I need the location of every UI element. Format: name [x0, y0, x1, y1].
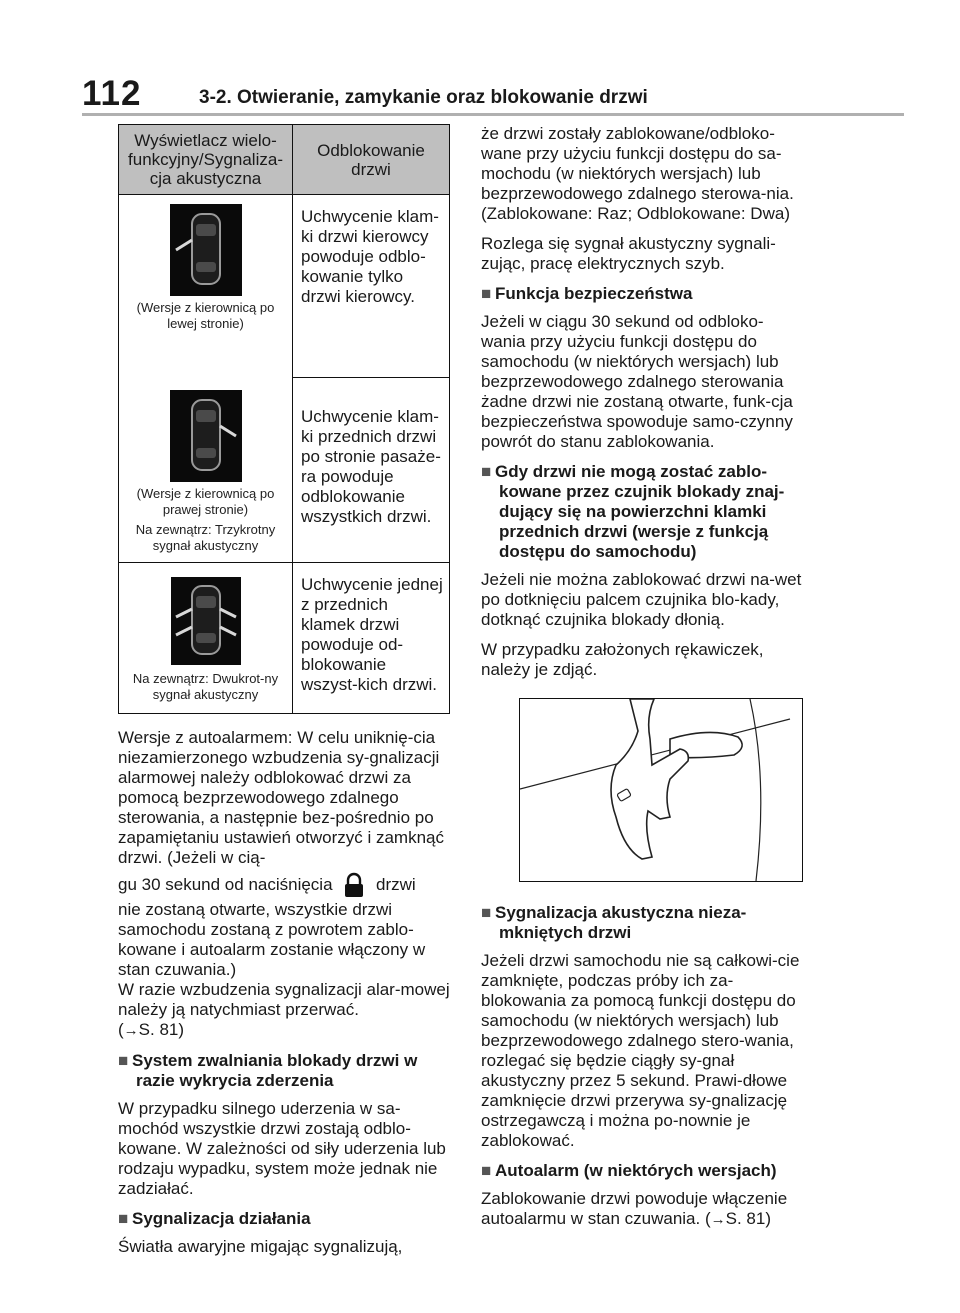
row2-unlock-text: Uchwycenie klam-ki przednich drzwi po stronie pasaże-ra powoduje odblokowanie wszystkich drzwi. [293, 378, 450, 563]
alarm-text: Zablokowanie drzwi powoduje włączenie autoalarmu w stan czuwania. (→S. 81) [481, 1189, 788, 1228]
caption-left-hand-drive: (Wersje z kierownicą po lewej stronie) [136, 300, 275, 331]
arrow-icon: → [710, 1211, 726, 1228]
gloves-text: W przypadku założonych rękawiczek, należy je zdjąć. [481, 640, 764, 679]
section-title: 3-2. Otwieranie, zamykanie oraz blokowanie drzwi [199, 87, 648, 108]
caption-double-beep: Na zewnątrz: Dwukrot-ny sygnał akustyczny [132, 670, 279, 702]
square-bullet-icon: ■ [481, 284, 492, 303]
table-row [119, 562, 450, 713]
alarm-text-b: gu 30 sekund od naciśnięcia [118, 874, 333, 894]
ref-paren: ( [704, 1209, 711, 1228]
unlock-settings-table [118, 124, 450, 714]
car-top-view-icon [170, 390, 242, 482]
left-column [118, 124, 450, 1267]
heading-lock-sensor: ■ Gdy drzwi nie mogą zostać zablo-kowane przez czujnik blokady znaj-dujący się na powierzchni klamki przednich drzwi (wersje z funkcją dostępu do samochodu) [481, 462, 785, 561]
row3-unlock-text: Uchwycenie jednej z przednich klamek drzwi powoduje od-blokowanie wszyst-kich drzwi. [293, 562, 450, 713]
table-header-unlock: Odblokowanie drzwi [293, 125, 450, 195]
row1-unlock-text: Uchwycenie klam-ki drzwi kierowcy powoduje odblo-kowanie tylko drzwi kierowcy. [293, 195, 450, 378]
table-row [119, 378, 450, 563]
caption-triple-beep: Na zewnątrz: Trzykrotny sygnał akustyczny [135, 521, 276, 553]
lock-icon [343, 872, 365, 898]
arrow-icon: → [123, 1021, 139, 1039]
door-ajar-text: Jeżeli drzwi samochodu nie są całkowi-cie zamknięte, podczas próby ich za-blokowania za pomocą funkcji dostępu do samochodu (w niektórych wersjach) lub bezprzewodowego zdalnego stero-wania, rozlegać się będzie ciągły sy-gnał akustyczny przez 5 sekund. Prawi-dłowe zamknięcie drzwi przerywa sy-gnalizację ostrzegawczą i można po-nownie je zablokować. [481, 951, 800, 1150]
ref-page: S. 81) [138, 1019, 185, 1039]
alarm-paragraph-a: Wersje z autoalarmem: W celu uniknię-cia niezamierzonego wzbudzenia sy-gnalizacji alarmowej należy odblokować drzwi za pomocą bezprzewodowego zdalnego sterowania, a następnie bez-pośrednio po zapamiętaniu ustawień otworzyć i zamknąć drzwi. (Jeżeli w cią- [118, 727, 444, 867]
table-row [119, 195, 450, 378]
lock-sensor-text: Jeżeli nie można zablokować drzwi na-wet po dotknięciu palcem czujnika blo-kady, dotknąć czujnika blokady dłonią. [481, 570, 802, 629]
header-rule [82, 113, 904, 116]
square-bullet-icon: ■ [481, 903, 492, 922]
right-column [481, 124, 807, 1240]
caption-right-hand-drive: (Wersje z kierownicą po prawej stronie) [136, 485, 275, 517]
heading-alarm: ■ Autoalarm (w niektórych wersjach) [481, 1161, 777, 1180]
beep-text: Rozlega się sygnał akustyczny sygnali-zując, pracę elektrycznych szyb. [481, 234, 776, 273]
heading-safety-function: ■ Funkcja bezpieczeństwa [481, 284, 693, 303]
left-body-text [118, 728, 450, 1257]
alarm-paragraph-b [118, 872, 450, 898]
square-bullet-icon: ■ [481, 1161, 492, 1180]
ref-paren: ( [118, 1019, 124, 1039]
operation-signal-text: Światła awaryjne migając sygnalizują, [118, 1236, 403, 1256]
alarm-text-c: drzwi [376, 874, 416, 894]
page-header [0, 0, 960, 116]
ref-page: S. 81) [725, 1209, 771, 1228]
hand-door-handle-illustration [519, 698, 803, 882]
heading-crash-unlock: ■ System zwalniania blokady drzwi w razie wykrycia zderzenia [118, 1050, 418, 1090]
signal-text: że drzwi zostały zablokowane/odbloko-wane przy użyciu funkcji dostępu do sa-mochodu (w niektórych wersjach) lub bezprzewodowego zdalnego sterowa-nia. (Zablokowane: Raz; Odblokowane: Dwa) [481, 124, 794, 223]
car-top-view-icon [170, 204, 242, 296]
square-bullet-icon: ■ [481, 462, 492, 481]
car-top-view-icon [171, 577, 241, 665]
alarm-reference [118, 1020, 450, 1041]
alarm-paragraph-e: W razie wzbudzenia sygnalizacji alar-mowej należy ją natychmiast przerwać. [118, 979, 450, 1019]
alarm-paragraph-d: nie zostaną otwarte, wszystkie drzwi samochodu zostaną z powrotem zablo-kowane i autoalarm zostanie włączony w stan czuwania.) [118, 899, 426, 979]
safety-function-text: Jeżeli w ciągu 30 sekund od odbloko-wania przy użyciu funkcji dostępu do samochodu (w niektórych wersjach) lub bezprzewodowego zdalnego sterowania żadne drzwi nie zostaną otwarte, funk-cja bezpieczeństwa spowoduje samo-czynny powrót do stanu zablokowania. [481, 312, 793, 451]
heading-operation-signal: ■ Sygnalizacja działania [118, 1208, 311, 1228]
page-number: 112 [82, 74, 142, 113]
table-header-display: Wyświetlacz wielo-funkcyjny/Sygnaliza-cja akustyczna [119, 125, 293, 195]
crash-unlock-text: W przypadku silnego uderzenia w sa-mochód wszystkie drzwi zostają odblo-kowane. W zależności od siły uderzenia lub rodzaju wypadku, system może jednak nie zadziałać. [118, 1098, 446, 1198]
heading-door-ajar-warning: ■ Sygnalizacja akustyczna nieza-mkniętych drzwi [481, 903, 747, 942]
square-bullet-icon: ■ [118, 1050, 129, 1070]
square-bullet-icon: ■ [118, 1208, 129, 1228]
